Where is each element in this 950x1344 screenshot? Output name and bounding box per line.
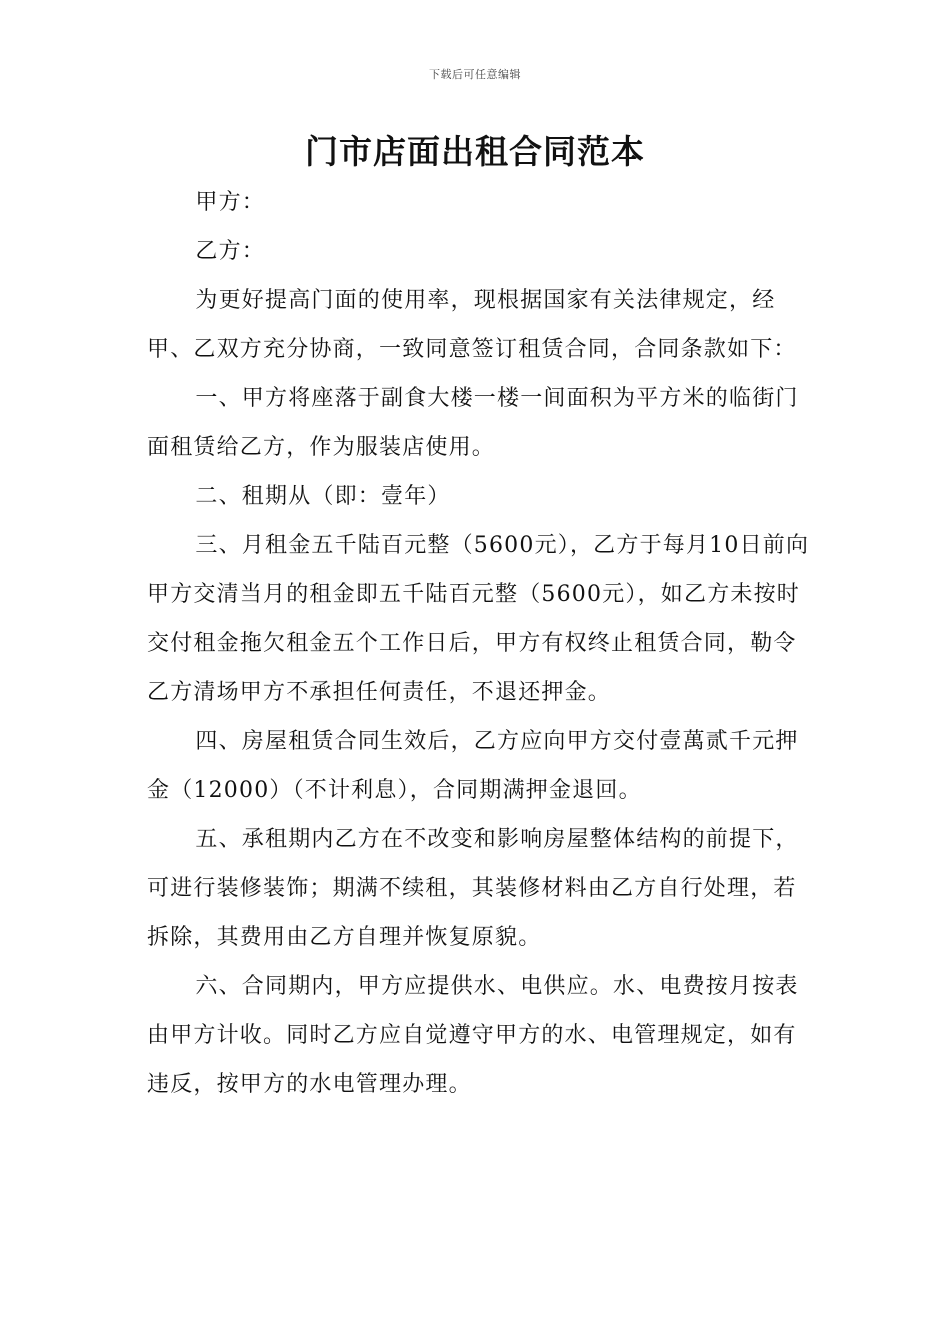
clause-3: 三、月租金五千陆百元整（5600元），乙方于每月10日前向甲方交清当月的租金即五千陆百元整（5600元），如乙方未按时交付租金拖欠租金五个工作日后，甲方有权终止租赁合同，勒令乙方清场甲方不承担任何责任，不退还押金。 bbox=[147, 533, 810, 705]
clause-1: 一、甲方将座落于副食大楼一楼一间面积为平方米的临街门面租赁给乙方，作为服装店使用。 bbox=[147, 386, 799, 460]
header-note: 下载后可任意编辑 bbox=[429, 68, 521, 81]
clause-4: 四、房屋租赁合同生效后，乙方应向甲方交付壹萬贰千元押金（12000）（不计利息），合同期满押金退回。 bbox=[147, 729, 799, 803]
clause-6: 六、合同期内，甲方应提供水、电供应。水、电费按月按表由甲方计收。同时乙方应自觉遵守甲方的水、电管理规定，如有违反，按甲方的水电管理办理。 bbox=[147, 974, 799, 1097]
clause-5: 五、承租期内乙方在不改变和影响房屋整体结构的前提下，可进行装修装饰；期满不续租，其装修材料由乙方自行处理，若拆除，其费用由乙方自理并恢复原貌。 bbox=[147, 827, 799, 950]
document-body bbox=[147, 178, 811, 1109]
party-a-line: 甲方： bbox=[195, 190, 265, 215]
clause-2: 二、租期从（即：壹年） bbox=[195, 484, 451, 509]
document-title: 门市店面出租合同范本 bbox=[305, 132, 645, 171]
intro-paragraph: 为更好提高门面的使用率，现根据国家有关法律规定，经甲、乙双方充分协商，一致同意签订租赁合同，合同条款如下： bbox=[147, 288, 797, 362]
party-b-line: 乙方： bbox=[195, 239, 265, 264]
